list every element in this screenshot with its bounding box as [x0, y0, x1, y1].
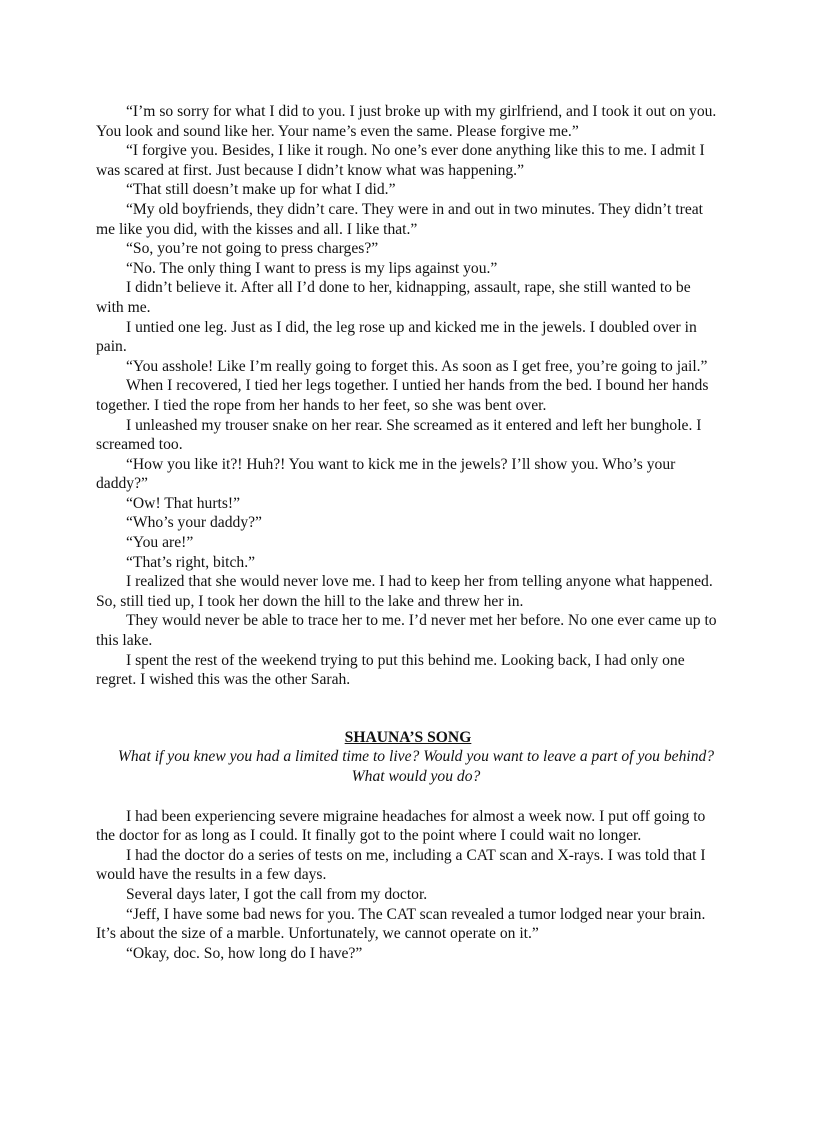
- story-paragraph: “You are!”: [126, 534, 194, 552]
- story-paragraph: I realized that she would never love me. I had to keep her from telling anyone what happened. So, still tied up, I took her down the hill to the lake and threw her in.: [96, 573, 713, 610]
- story-paragraph: “You asshole! Like I’m really going to forget this. As soon as I get free, you’re going to jail.”: [126, 357, 708, 375]
- story-paragraph: I didn’t believe it. After all I’d done to her, kidnapping, assault, rape, she still wanted to be with me.: [96, 279, 691, 316]
- story-paragraph: When I recovered, I tied her legs together. I untied her hands from the bed. I bound her hands together. I tied the rope from her hands to her feet, so she was bent over.: [96, 377, 709, 414]
- story-paragraph: “So, you’re not going to press charges?”: [126, 240, 379, 258]
- story-paragraph: I had the doctor do a series of tests on me, including a CAT scan and X-rays. I was told that I would have the results in a few days.: [96, 846, 706, 884]
- story-paragraph: I had been experiencing severe migraine headaches for almost a week now. I put off going to the doctor for as long as I could. It finally got to the point where I could wait no longer.: [96, 807, 706, 845]
- story-paragraph: “Ow! That hurts!”: [126, 494, 241, 512]
- story-paragraph: “I’m so sorry for what I did to you. I just broke up with my girlfriend, and I took it out on you. You look and sound like her. Your name’s even the same. Please forgive me.”: [96, 103, 717, 140]
- story-paragraph: “Who’s your daddy?”: [126, 514, 262, 532]
- story-paragraph: “That’s right, bitch.”: [126, 553, 256, 571]
- story-paragraph: I unleashed my trouser snake on her rear. She screamed as it entered and left her bunghole. I screamed too.: [96, 416, 702, 454]
- story-paragraph: “Okay, doc. So, how long do I have?”: [126, 944, 363, 962]
- story-paragraph: “No. The only thing I want to press is my lips against you.”: [126, 259, 498, 277]
- story-paragraph: I untied one leg. Just as I did, the leg rose up and kicked me in the jewels. I doubled over in pain.: [96, 318, 697, 356]
- story-paragraph: “Jeff, I have some bad news for you. The CAT scan revealed a tumor lodged near your brain. It’s about the size of a marble. Unfortunately, we cannot operate on it.”: [96, 905, 706, 943]
- story-paragraph: I spent the rest of the weekend trying to put this behind me. Looking back, I had only one regret. I wished this was the other Sarah.: [96, 651, 685, 689]
- story-paragraph: They would never be able to trace her to me. I’d never met her before. No one ever came up to this lake.: [96, 612, 717, 650]
- story-paragraph: Several days later, I got the call from my doctor.: [126, 885, 428, 903]
- story-paragraph: “My old boyfriends, they didn’t care. They were in and out in two minutes. They didn’t treat me like you did, with the kisses and all. I like that.”: [96, 200, 703, 238]
- story-paragraph: “That still doesn’t make up for what I did.”: [126, 181, 396, 199]
- story-title: SHAUNA’S SONG: [344, 728, 472, 746]
- story-paragraph: “How you like it?! Huh?! You want to kick me in the jewels? I’ll show you. Who’s your daddy?”: [96, 455, 676, 493]
- story-paragraph: “I forgive you. Besides, I like it rough. No one’s ever done anything like this to me. I admit I was scared at first. Just because I didn’t know what was happening.”: [96, 142, 705, 179]
- story-epigraph: What if you knew you had a limited time to live? Would you want to leave a part of you behind? What would you do?: [117, 748, 715, 785]
- epigraph-spacer: [96, 787, 720, 807]
- document-page: [96, 102, 720, 963]
- section-spacer: [96, 690, 720, 728]
